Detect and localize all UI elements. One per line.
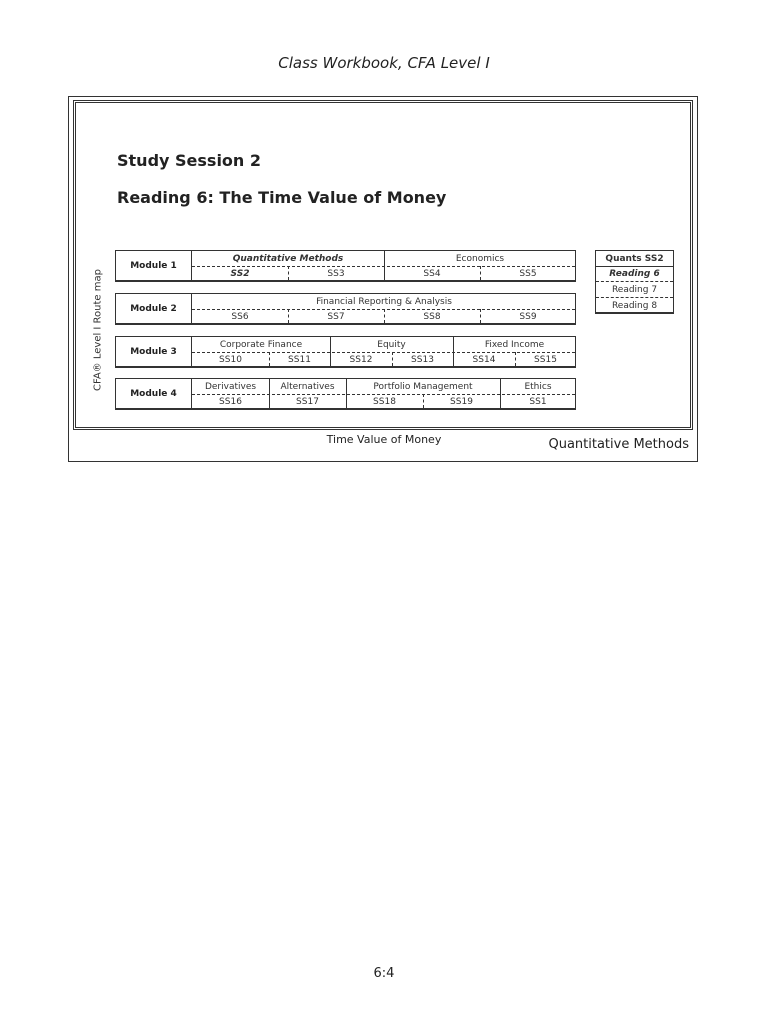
module-label: Module 1	[116, 251, 192, 280]
session-cell: SS17	[296, 396, 319, 407]
footer-section: Quantitative Methods	[548, 437, 689, 452]
session-cell-current: SS2	[230, 268, 250, 279]
topic-alternatives: Alternatives	[280, 381, 335, 392]
topic-portfolio-management: Portfolio Management	[373, 381, 473, 392]
reading-title: Reading 6: The Time Value of Money	[117, 188, 447, 207]
session-cell: SS9	[519, 311, 537, 322]
session-cell: SS5	[519, 268, 537, 279]
session-cell: SS16	[219, 396, 242, 407]
page-header: Class Workbook, CFA Level I	[278, 54, 490, 72]
topic-financial-reporting: Financial Reporting & Analysis	[316, 296, 452, 307]
session-cell: SS7	[327, 311, 345, 322]
topic-quantitative-methods: Quantitative Methods	[232, 253, 344, 264]
session-cell: SS1	[529, 396, 547, 407]
topic-equity: Equity	[377, 339, 406, 350]
topic-fixed-income: Fixed Income	[484, 339, 545, 350]
session-box-title: Quants SS2	[596, 251, 673, 267]
topic-ethics: Ethics	[524, 381, 552, 392]
module-3-row	[115, 336, 576, 368]
footer-topic: Time Value of Money	[326, 433, 442, 446]
module-label: Module 3	[116, 337, 192, 366]
module-label: Module 4	[116, 379, 192, 408]
session-cell: SS15	[534, 354, 557, 365]
module-2-row	[115, 293, 576, 325]
reading-item: Reading 7	[596, 282, 673, 298]
session-cell: SS4	[423, 268, 441, 279]
session-cell: SS14	[472, 354, 496, 365]
session-cell: SS18	[373, 396, 396, 407]
session-cell: SS6	[231, 311, 249, 322]
module-label: Module 2	[116, 294, 192, 323]
topic-economics: Economics	[455, 253, 505, 264]
reading-item-current: Reading 6	[596, 266, 673, 282]
session-readings-box	[595, 250, 674, 314]
session-cell: SS12	[349, 354, 373, 365]
session-cell: SS3	[327, 268, 345, 279]
session-cell: SS19	[450, 396, 473, 407]
topic-derivatives: Derivatives	[204, 381, 257, 392]
module-4-row	[115, 378, 576, 410]
topic-corporate-finance: Corporate Finance	[219, 339, 303, 350]
session-cell: SS10	[219, 354, 242, 365]
session-cell: SS13	[411, 354, 434, 365]
study-session-title: Study Session 2	[117, 151, 262, 170]
route-map-label: CFA® Level I Route map	[92, 269, 104, 391]
reading-item: Reading 8	[611, 300, 658, 311]
module-1-row	[115, 250, 576, 282]
page-number: 6:4	[373, 966, 395, 981]
session-cell: SS11	[288, 354, 311, 365]
session-cell: SS8	[423, 311, 441, 322]
